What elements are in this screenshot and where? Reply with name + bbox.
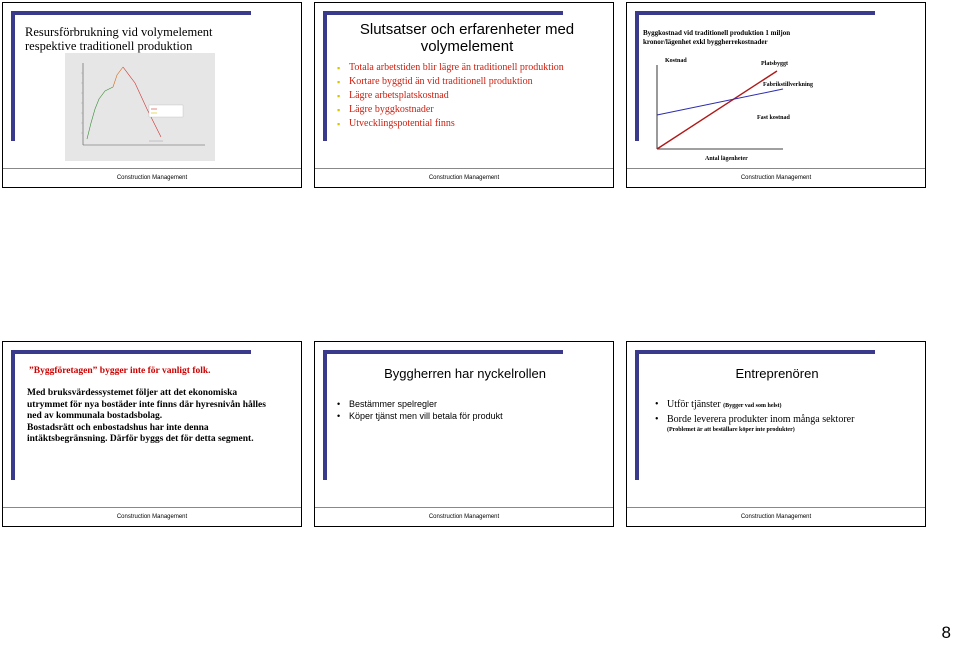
slide-footer: Construction Management (740, 175, 812, 181)
slide-footer: Construction Management (428, 175, 500, 181)
bullet-icon: • (655, 399, 659, 410)
list-item: ▪ Totala arbetstiden blir lägre än traditionell produktion (337, 62, 564, 73)
list-item: ▪ Lägre arbetsplatskostnad (337, 90, 449, 101)
bullet-icon: ▪ (337, 77, 341, 87)
slide-3 (626, 2, 926, 188)
slide-accent-topbar (635, 350, 875, 354)
bullet-icon: • (337, 399, 341, 409)
bullet-icon: • (337, 411, 341, 421)
slide-5 (314, 341, 614, 527)
slide-body (27, 388, 267, 446)
slide-footer: Construction Management (116, 175, 188, 181)
footer-divider (627, 168, 925, 169)
slide-1 (2, 2, 302, 188)
bullet-icon: ▪ (337, 105, 341, 115)
footer-divider (315, 507, 613, 508)
bullet-icon: ▪ (337, 91, 341, 101)
x-axis-label: Antal lägenheter (705, 156, 748, 162)
fixed-cost-label: Fast kostnad (757, 115, 790, 121)
slide-4 (2, 341, 302, 527)
paragraph: Bostadsrätt och enbostadshus har inte denna intäktsbegränsning. Därför byggs det för detta segment. (27, 422, 254, 444)
list-item: ▪ Lägre byggkostnader (337, 104, 434, 115)
platsbyggt-label: Platsbyggt (761, 61, 788, 67)
footer-divider (315, 168, 613, 169)
list-item: ▪ Utvecklingspotential finns (337, 118, 455, 129)
list-item: • Köper tjänst men vill betala för produkt (337, 411, 503, 421)
list-item: • Bestämmer spelregler (337, 399, 438, 409)
slide-footer: Construction Management (428, 514, 500, 520)
resource-chart-graphic (65, 53, 215, 161)
slide-footer: Construction Management (740, 514, 812, 520)
bullet-list (337, 61, 564, 131)
slide-title: Entreprenören (735, 366, 819, 381)
bullet-list (337, 398, 503, 422)
list-item: • Borde leverera produkter inom många sektorer (655, 414, 855, 425)
page-number: 8 (941, 623, 951, 642)
slide-6 (626, 341, 926, 527)
slide-title: Byggkostnad vid traditionell produktion 1 miljon kronor/lägenhet exkl byggherrekostnader (643, 29, 791, 46)
footer-divider (3, 168, 301, 169)
bullet-icon: ▪ (337, 119, 341, 129)
slide-accent-topbar (11, 350, 251, 354)
slide-title: Resursförbrukning vid volymelement respektive traditionell produktion (25, 25, 213, 53)
slide-title: Slutsatser och erfarenheter med volymelement (359, 21, 575, 55)
slide-accent-bar (11, 11, 15, 141)
slide-accent-bar (11, 350, 15, 480)
fabrik-label: Fabrikstillverkning (763, 82, 814, 88)
resource-chart-image (65, 53, 215, 161)
list-item: • Utför tjänster (Bygger vad som helst) (655, 399, 782, 410)
cost-diagram (627, 3, 927, 189)
slide-accent-topbar (323, 11, 563, 15)
paragraph: Med bruksvärdessystemet följer att det ekonomiska utrymmet för nya bostäder inte finns där hyresnivån hålles ned av kommunala bostadsbolag. (27, 388, 266, 421)
slide-accent-bar (323, 11, 327, 141)
slide-accent-topbar (323, 350, 563, 354)
bullet-icon: ▪ (337, 63, 341, 73)
slide-footer: Construction Management (116, 514, 188, 520)
slide-2 (314, 2, 614, 188)
footer-divider (3, 507, 301, 508)
slide-title: Byggherren har nyckelrollen (384, 366, 546, 381)
y-axis-label: Kostnad (665, 58, 687, 64)
bullet-icon: • (655, 414, 659, 425)
bullet-subtext: (Problemet är att beställare köper inte produkter) (667, 427, 795, 433)
bullet-list (655, 398, 854, 427)
list-item: ▪ Kortare byggtid än vid traditionell produktion (337, 76, 533, 87)
slide-accent-topbar (11, 11, 251, 15)
footer-divider (627, 507, 925, 508)
slide-heading: ”Byggföretagen” bygger inte för vanligt folk. (29, 366, 211, 376)
